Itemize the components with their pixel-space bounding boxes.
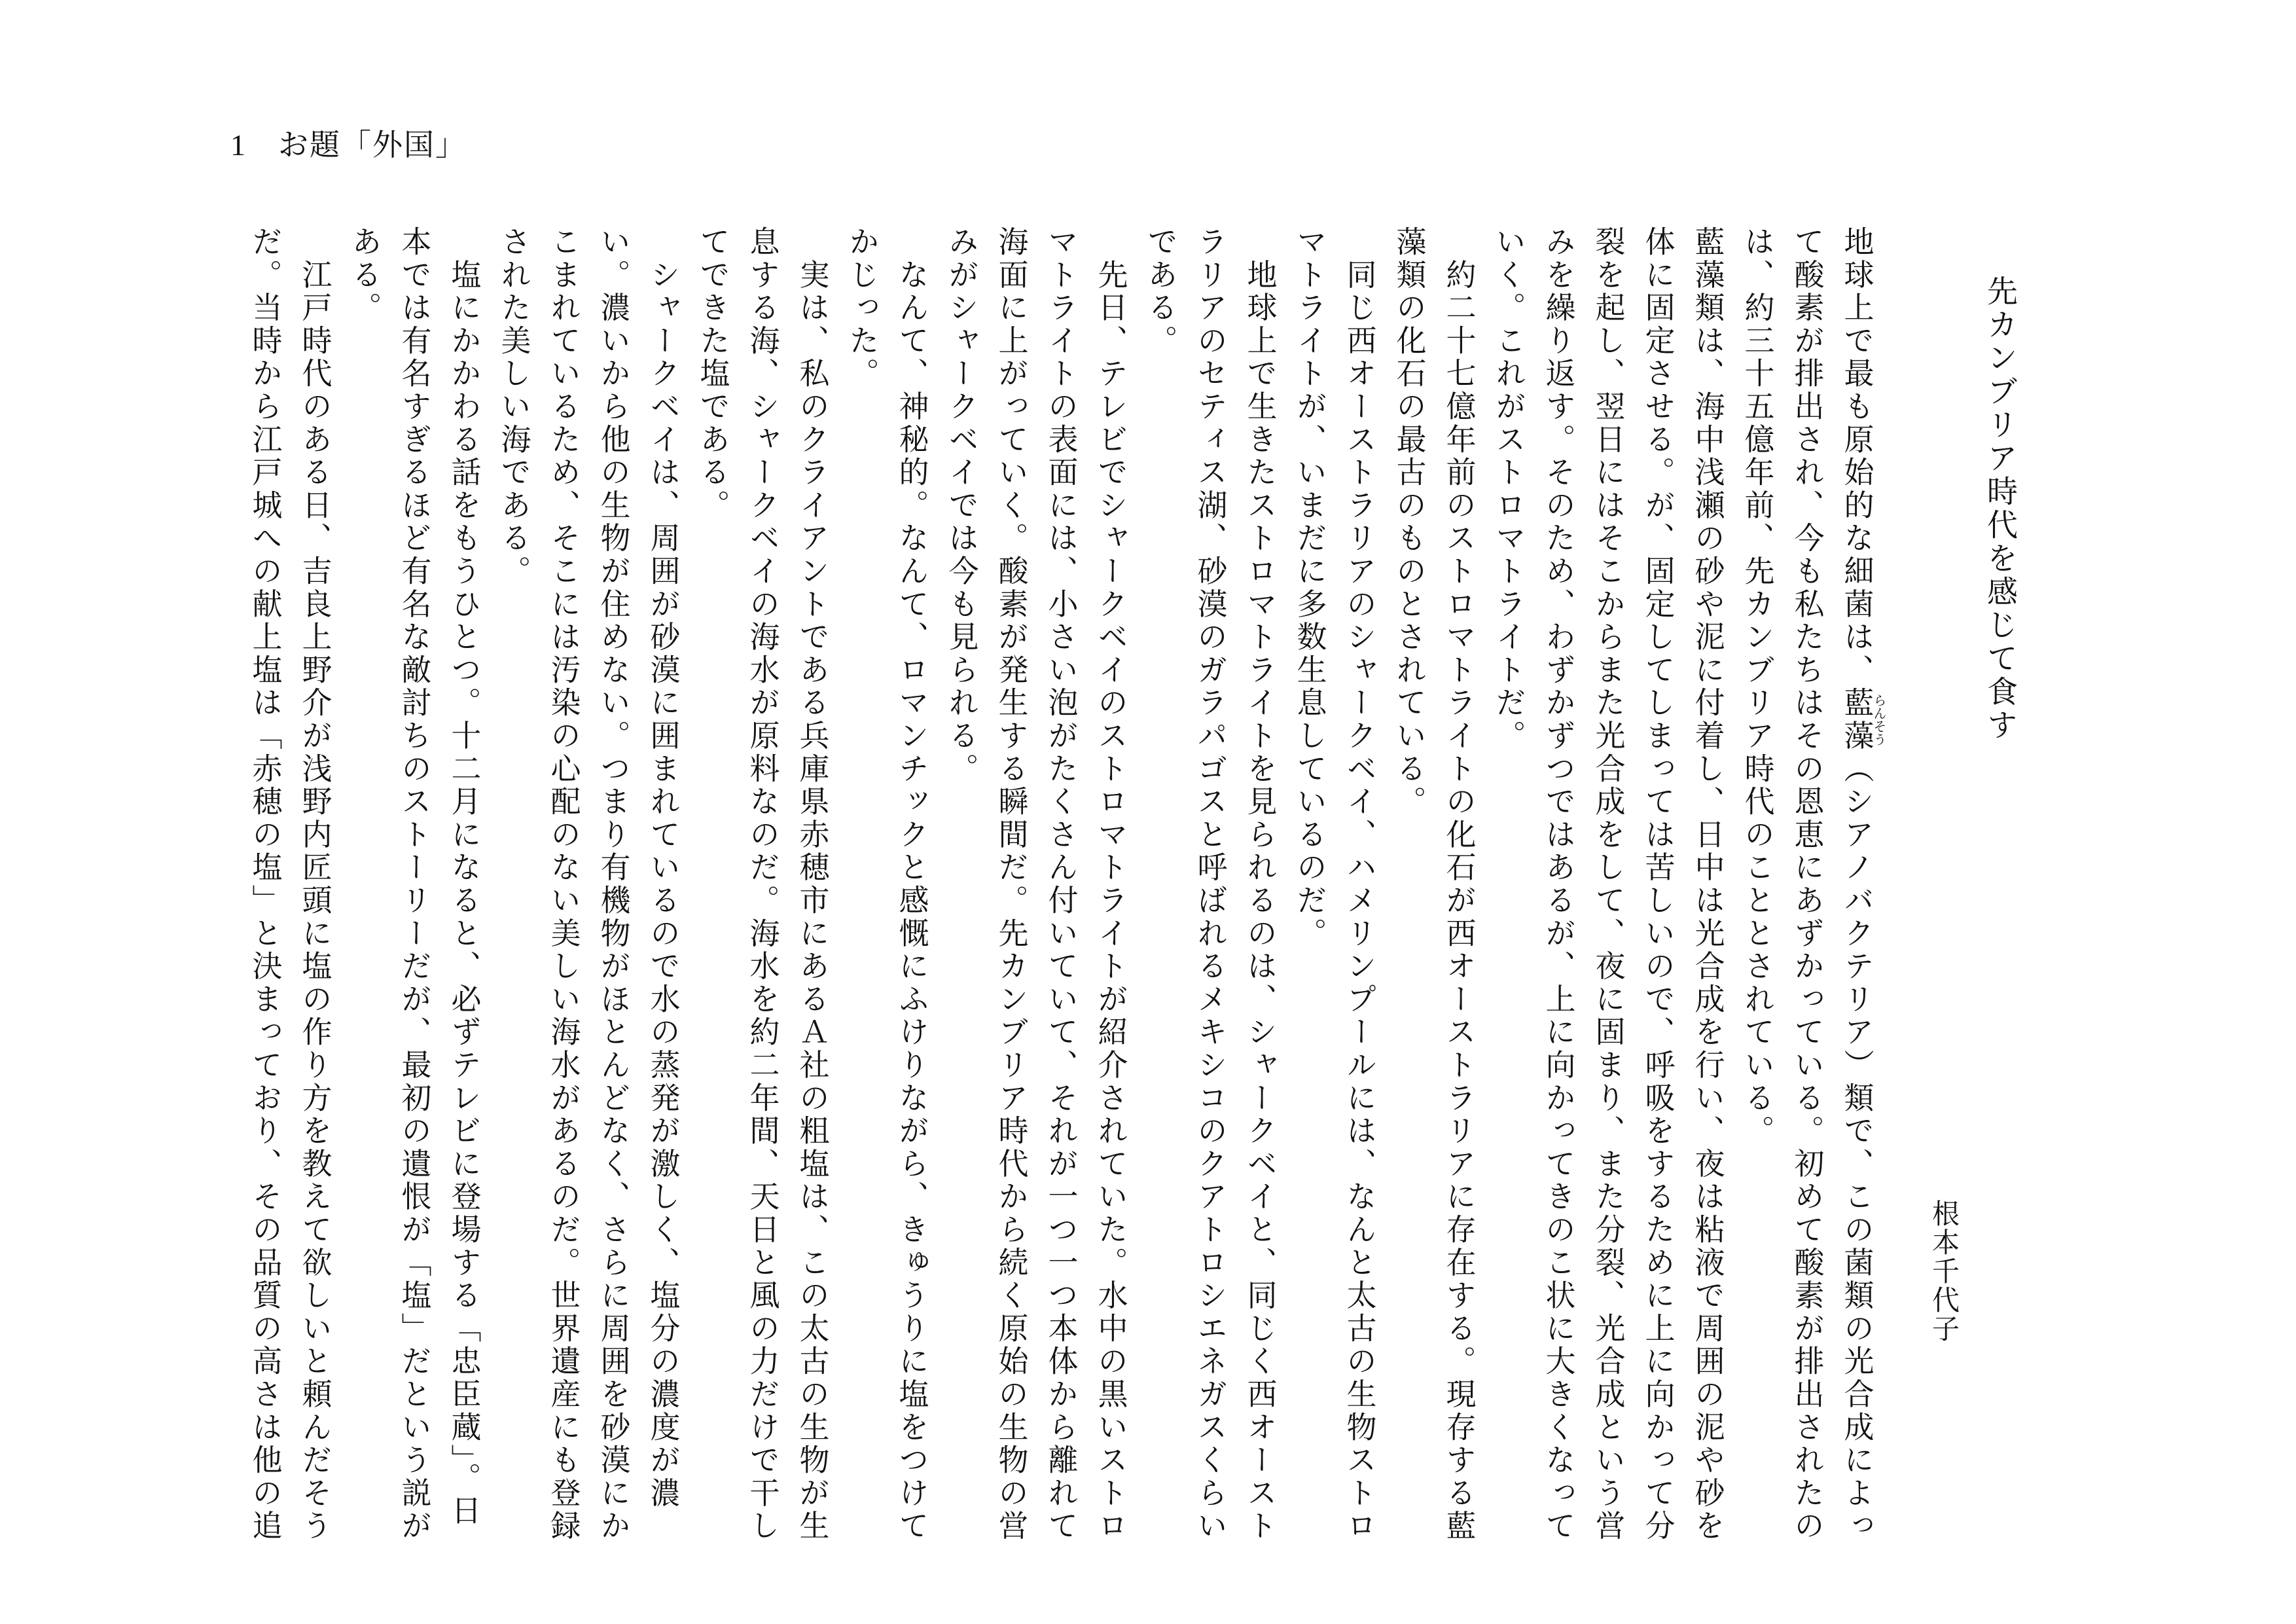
paragraph: 約二十七億年前のストロマトライトの化石が西オーストラリアに存在する。現存する藍藻類の化石の最古のものとされている。	[1392, 226, 1476, 1543]
paragraph: なんて、神秘的。なんて、ロマンチックと感慨にふけりながら、きゅうりに塩をつけてかじった。	[845, 226, 929, 1543]
paragraph: 藍藻類は、海中浅瀬の砂や泥に付着し、日中は光合成を行い、夜は粘液で周囲の泥や砂を体に固定させる。が、固定してしまっては苦しいので、呼吸をするために上に向かって分裂を起し、翌日にはそこからまた光合成をして、夜に固まり、また分裂、光合成という営みを繰り返す。そのため、わずかずつではあるが、上に向かってきのこ状に大きくなっていく。これがストロマトライトだ。	[1492, 226, 1725, 1543]
essay-body	[229, 226, 1885, 1543]
essay-author: 根本千代子	[1928, 1199, 1958, 1343]
paragraph: 同じ西オーストラリアのシャークベイ、ハメリンプールには、なんと太古の生物ストロマトライトが、いまだに多数生息しているのだ。	[1293, 226, 1376, 1543]
paragraph: 先日、テレビでシャークベイのストロマトライトが紹介されていた。水中の黒いストロマトライトの表面には、小さい泡がたくさん付いていて、それが一つ一つ本体から離れて海面に上がっていく。酸素が発生する瞬間だ。先カンブリア時代から続く原始の生物の営みがシャークベイでは今も見られる。	[944, 226, 1128, 1543]
paragraph: 実は、私のクライアントである兵庫県赤穂市にあるＡ社の粗塩は、この太古の生物が生息する海、シャークベイの海水が原料なのだ。海水を約二年間、天日と風の力だけで干してできた塩である。	[696, 226, 829, 1543]
paragraph: 地球上で生きたストロマトライトを見られるのは、シャークベイと、同じく西オーストラリアのセティス湖、砂漠のガラパゴスと呼ばれるメキシコのクアトロシエネガスくらいである。	[1143, 226, 1277, 1543]
paragraph: 塩にかかわる話をもうひとつ。十二月になると、必ずテレビに登場する「忠臣蔵」。日本では有名すぎるほど有名な敵討ちのストーリーだが、最初の遺恨が「塩」だという説がある。	[348, 226, 481, 1543]
essay-title: 先カンブリア時代を感じて食す	[1982, 275, 2017, 742]
paragraph: 江戸時代のある日、吉良上野介が浅野内匠頭に塩の作り方を教えて欲しいと頼んだそうだ。当時から江戸城への献上塩は「赤穂の塩」と決まっており、その品質の高さは他の追	[248, 226, 332, 1543]
paragraph: 地球上で最も原始的な細菌は、藍藻らんそう（シアノバクテリア）類で、この菌類の光合成によって酸素が排出され、今も私たちはその恩恵にあずかっている。初めて酸素が排出されたのは、約三十五億年前、先カンブリア時代のこととされている。	[1740, 226, 1886, 1543]
ruby-annotated-word: 藍藻らんそう	[1840, 687, 1886, 753]
page-header: 1 お題「外国」	[230, 128, 467, 162]
paragraph: シャークベイは、周囲が砂漠に囲まれているので水の蒸発が激しく、塩分の濃度が濃い。濃いから他の生物が住めない。つまり有機物がほとんどなく、さらに周囲を砂漠にかこまれているため、そこには汚染の心配のない美しい海水があるのだ。世界遺産にも登録された美しい海である。	[497, 226, 680, 1543]
